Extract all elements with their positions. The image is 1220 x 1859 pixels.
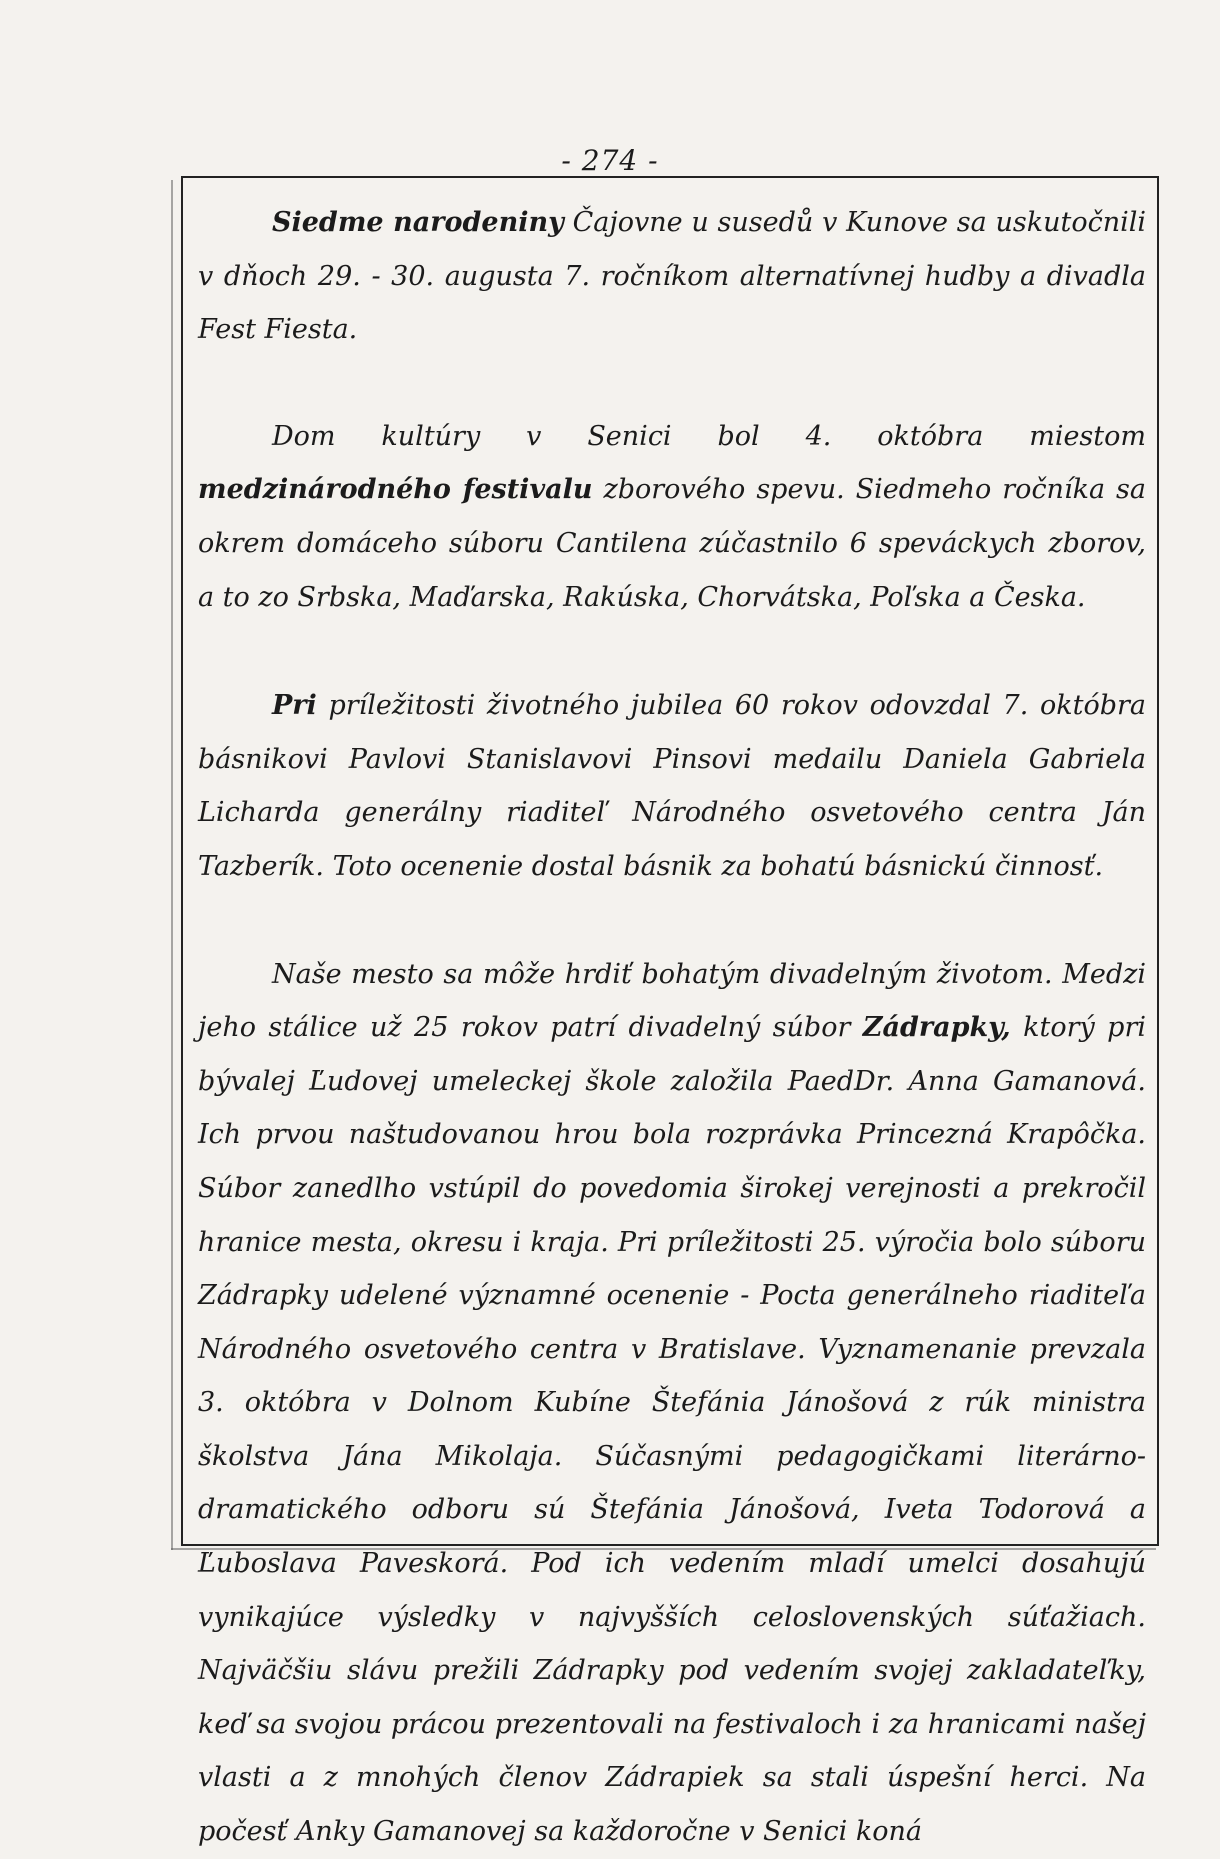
frame-shadow-left xyxy=(171,180,173,1550)
heading-siedme-narodeniny: Siedme narodeniny xyxy=(272,207,564,238)
paragraph-festival xyxy=(198,410,1146,624)
paragraph-text: príležitosti životného jubilea 60 rokov odovzdal 7. októbra básnikovi Pavlovi Stanislavovi Pinsovi medailu Daniela Gabriela Licharda generálny riaditeľ Národného osvetového centra Ján Tazberík. Toto ocenenie dostal básnik za bohatú básnickú činnosť. xyxy=(198,690,1146,882)
emphasis-zadrapky: Zádrapky, xyxy=(862,1012,1011,1044)
paragraph-gap xyxy=(198,894,1146,948)
paragraph-text: ktorý pri bývalej Ľudovej umeleckej škole založila PaedDr. Anna Gamanová. Ich prvou naštudovanou hrou bola rozprávka Princezná Krapôčka. Súbor zanedlho vstúpil do povedomia širokej verejnosti a prekročil hranice mesta, okresu i kraja. Pri príležitosti 25. výročia bolo súboru Zádrapky udelené významné ocenenie - Pocta generálneho riaditeľa Národného osvetového centra v Bratislave. Vyznamenanie prevzala 3. októbra v Dolnom Kubíne Štefánia Jánošová z rúk ministra školstva Jána Mikolaja. Súčasnými pedagogičkami literárno-dramatického odboru sú Štefánia Jánošová, Iveta Todorová a Ľuboslava Paveskorá. Pod ich vedením mladí umelci dosahujú vynikajúce výsledky v najvyšších celoslovenských súťažiach. Najväčšiu slávu prežili Zádrapky pod vedením svojej zakladateľky, keď sa svojou prácou prezentovali na festivaloch i za hranicami našej vlasti a z mnohých členov Zádrapiek sa stali úspešní herci. Na počesť Anky Gamanovej sa každoročne v Senici koná xyxy=(198,1012,1146,1848)
paragraph-gap xyxy=(198,624,1146,679)
paragraph-text: zborového spevu. Siedmeho ročníka sa okrem domáceho súboru Cantilena zúčastnilo 6 speváckych zborov, a to zo Srbska, Maďarska, Rakúska, Chorvátska, Poľska a Česka. xyxy=(198,474,1146,613)
paragraph-text: Naše mesto sa môže hrdiť bohatým divadelným životom. Medzi jeho stálice už 25 rokov patrí divadelný súbor xyxy=(198,958,1146,1044)
paragraph-gap xyxy=(198,357,1146,410)
paragraph-jubileum xyxy=(198,679,1146,893)
paragraph-text: Čajovne u susedů v Kunove sa uskutočnili v dňoch 29. - 30. augusta 7. ročníkom alternatívnej hudby a divadla Fest Fiesta. xyxy=(198,207,1146,346)
chronicle-text xyxy=(198,196,1146,1859)
paragraph-zadrapky xyxy=(198,948,1146,1859)
paragraph-text: Dom kultúry v Senici bol 4. októbra miestom xyxy=(272,420,1146,452)
emphasis-festival: medzinárodného festivalu xyxy=(198,474,593,506)
emphasis-pri: Pri xyxy=(272,690,317,722)
page-number: - 274 - xyxy=(561,144,659,177)
paragraph-siedme-narodeniny xyxy=(198,196,1146,357)
